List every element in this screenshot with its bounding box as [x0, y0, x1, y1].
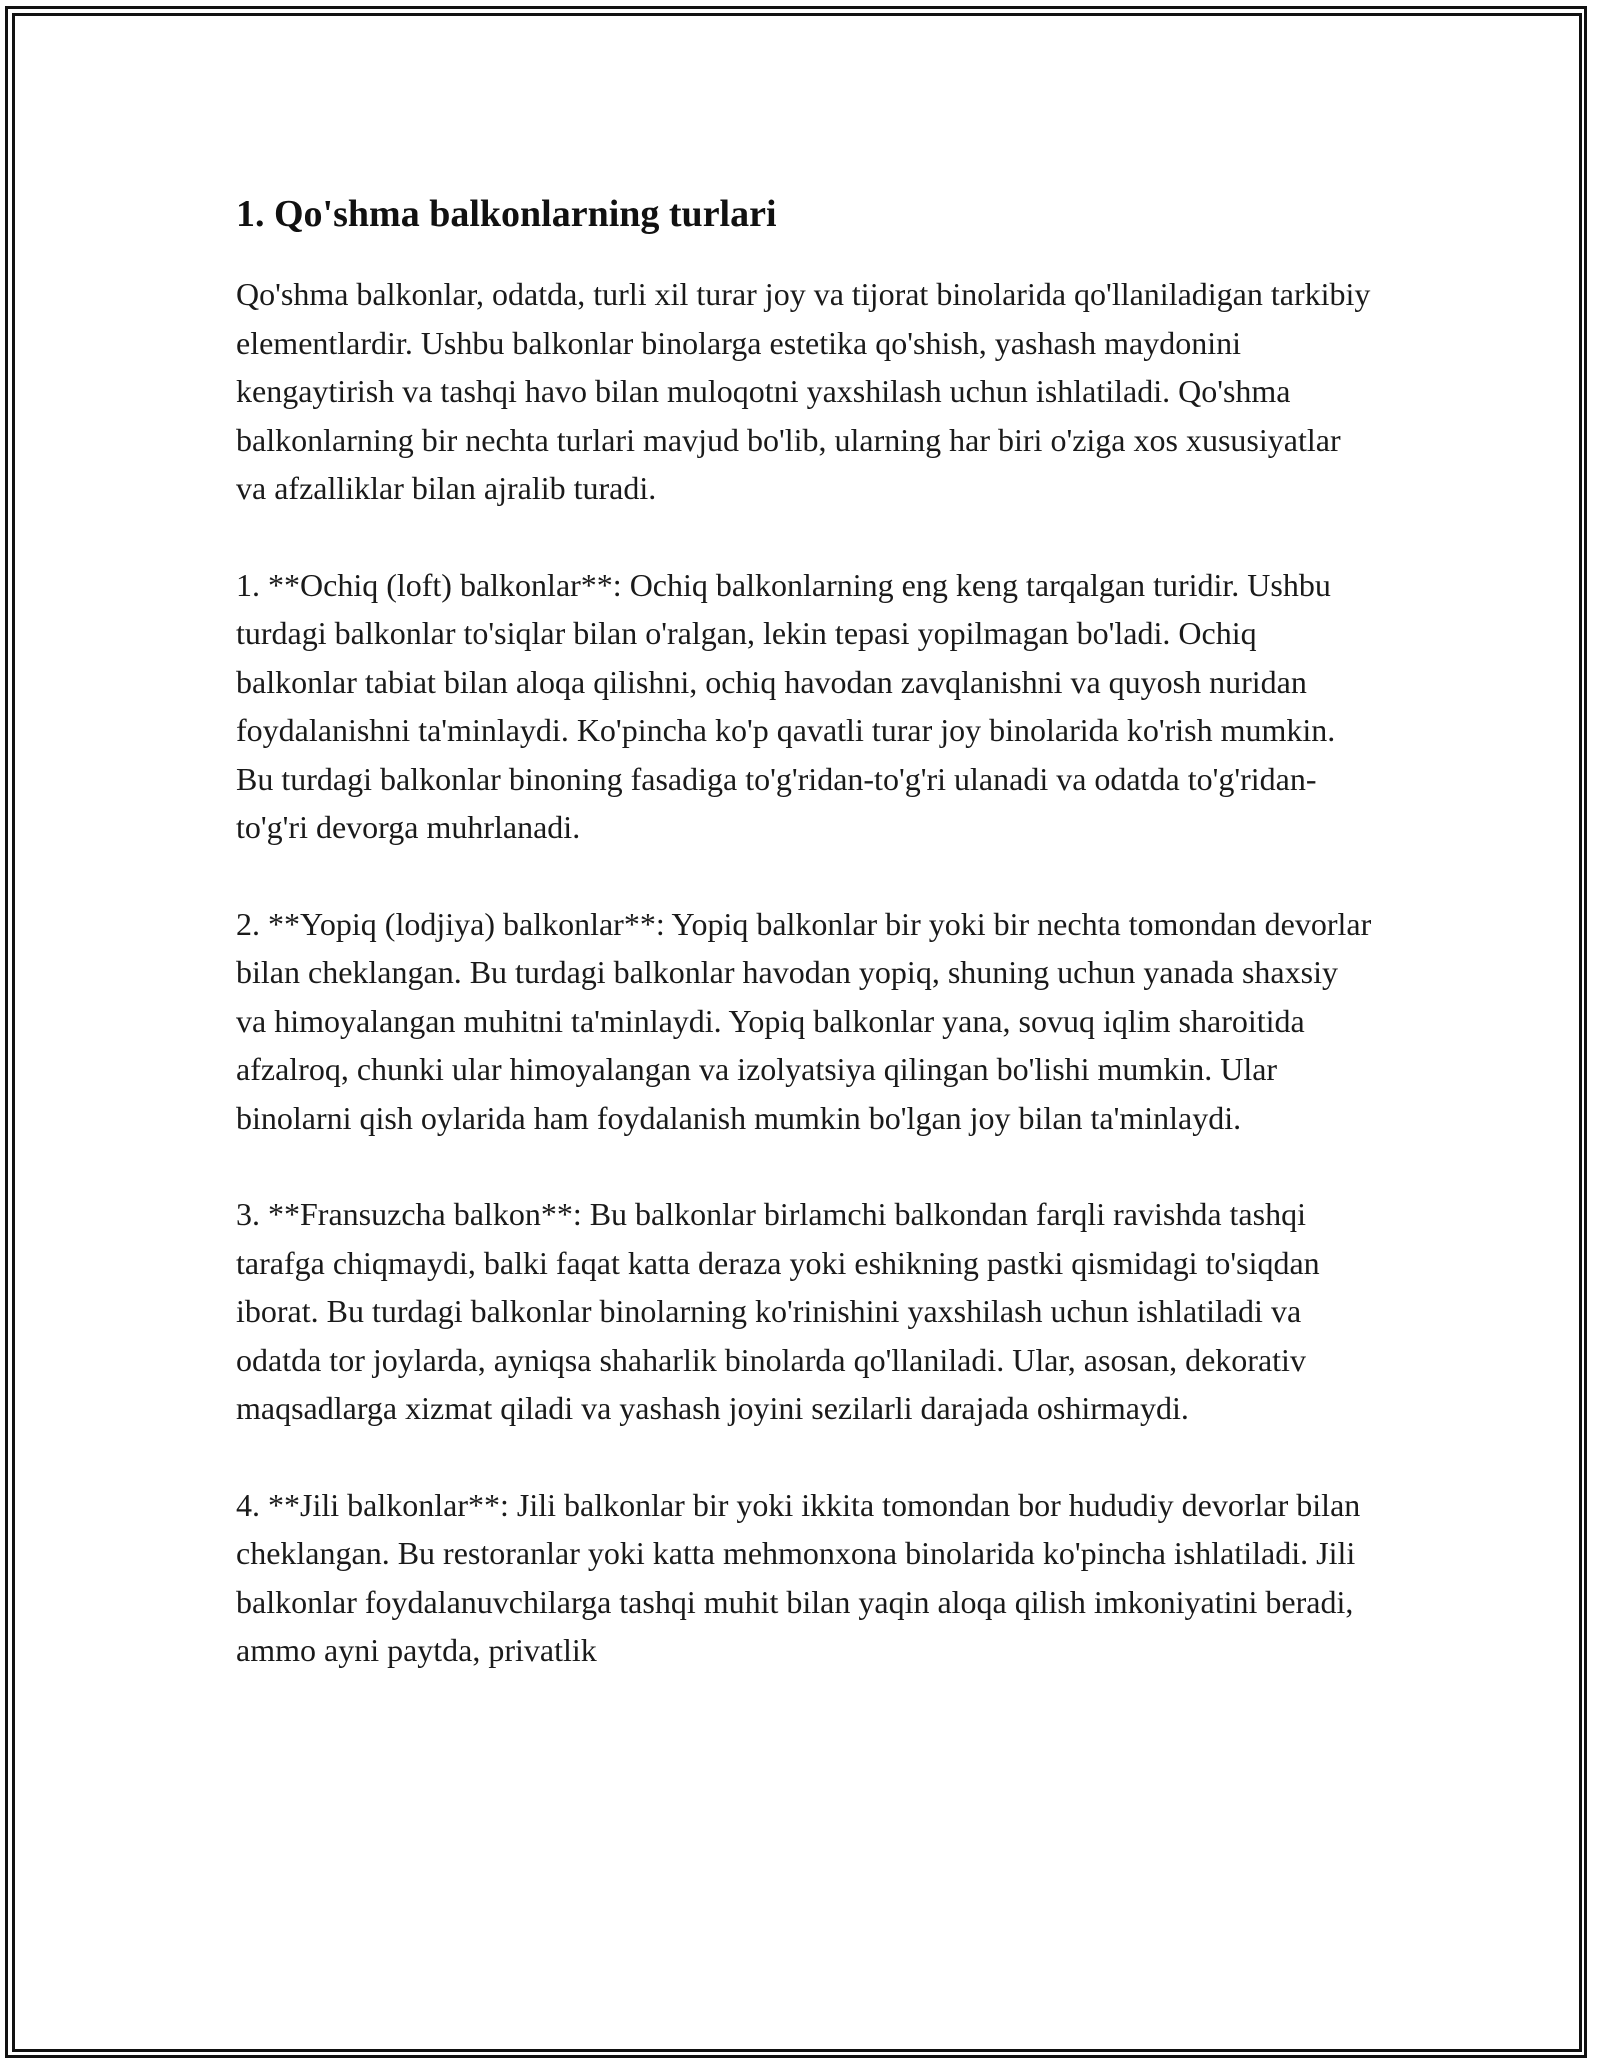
section-heading: 1. Qo'shma balkonlarning turlari — [236, 193, 777, 235]
paragraph-jili-balconies: 4. **Jili balkonlar**: Jili balkonlar bir yoki ikkita tomondan bor hududiy devorlar bilan cheklangan. Bu restoranlar yoki katta mehmonxona binolarida ko'pincha ishlatiladi. Jili balkonlar foydalanuvchilarga tashqi muhit bilan yaqin aloqa qilish imkoniyatini beradi, ammo ayni paytda, privatlik — [236, 1486, 1361, 1668]
document-body — [236, 188, 1376, 1723]
paragraph-closed-balconies: 2. **Yopiq (lodjiya) balkonlar**: Yopiq balkonlar bir yoki bir nechta tomondan devorlar bilan cheklangan. Bu turdagi balkonlar havodan yopiq, shuning uchun yanada shaxsiy va himoyalangan muhitni ta'minlaydi. Yopiq balkonlar yana, sovuq iqlim sharoitida afzalroq, chunki ular himoyalangan va izolyatsiya qilingan bo'lishi mumkin. Ular binolarni qish oylarida ham foydalanish mumkin bo'lgan joy bilan ta'minlaydi. — [236, 905, 1372, 1136]
paragraph-open-balconies: 1. **Ochiq (loft) balkonlar**: Ochiq balkonlarning eng keng tarqalgan turidir. Ushbu turdagi balkonlar to'siqlar bilan o'ralgan, lekin tepasi yopilmagan bo'ladi. Ochiq balkonlar tabiat bilan aloqa qilishni, ochiq havodan zavqlanishni va quyosh nuridan foydalanishni ta'minlaydi. Ko'pincha ko'p qavatli turar joy binolarida ko'rish mumkin. Bu turdagi balkonlar binoning fasadiga to'g'ridan-to'g'ri ulanadi va odatda to'g'ridan-to'g'ri devorga muhrlanadi. — [236, 566, 1336, 845]
intro-paragraph: Qo'shma balkonlar, odatda, turli xil turar joy va tijorat binolarida qo'llaniladigan tarkibiy elementlardir. Ushbu balkonlar binolarga estetika qo'shish, yashash maydonini kengaytirish va tashqi havo bilan muloqotni yaxshilash uchun ishlatiladi. Qo'shma balkonlarning bir nechta turlari mavjud bo'lib, ularning har biri o'ziga xos xususiyatlar va afzalliklar bilan ajralib turadi. — [236, 276, 1371, 506]
paragraph-french-balcony: 3. **Fransuzcha balkon**: Bu balkonlar birlamchi balkondan farqli ravishda tashqi tarafga chiqmaydi, balki faqat katta deraza yoki eshikning pastki qismidagi to'siqdan iborat. Bu turdagi balkonlar binolarning ko'rinishini yaxshilash uchun ishlatiladi va odatda tor joylarda, ayniqsa shaharlik binolarda qo'llaniladi. Ular, asosan, dekorativ maqsadlarga xizmat qiladi va yashash joyini sezilarli darajada oshirmaydi. — [236, 1196, 1320, 1426]
